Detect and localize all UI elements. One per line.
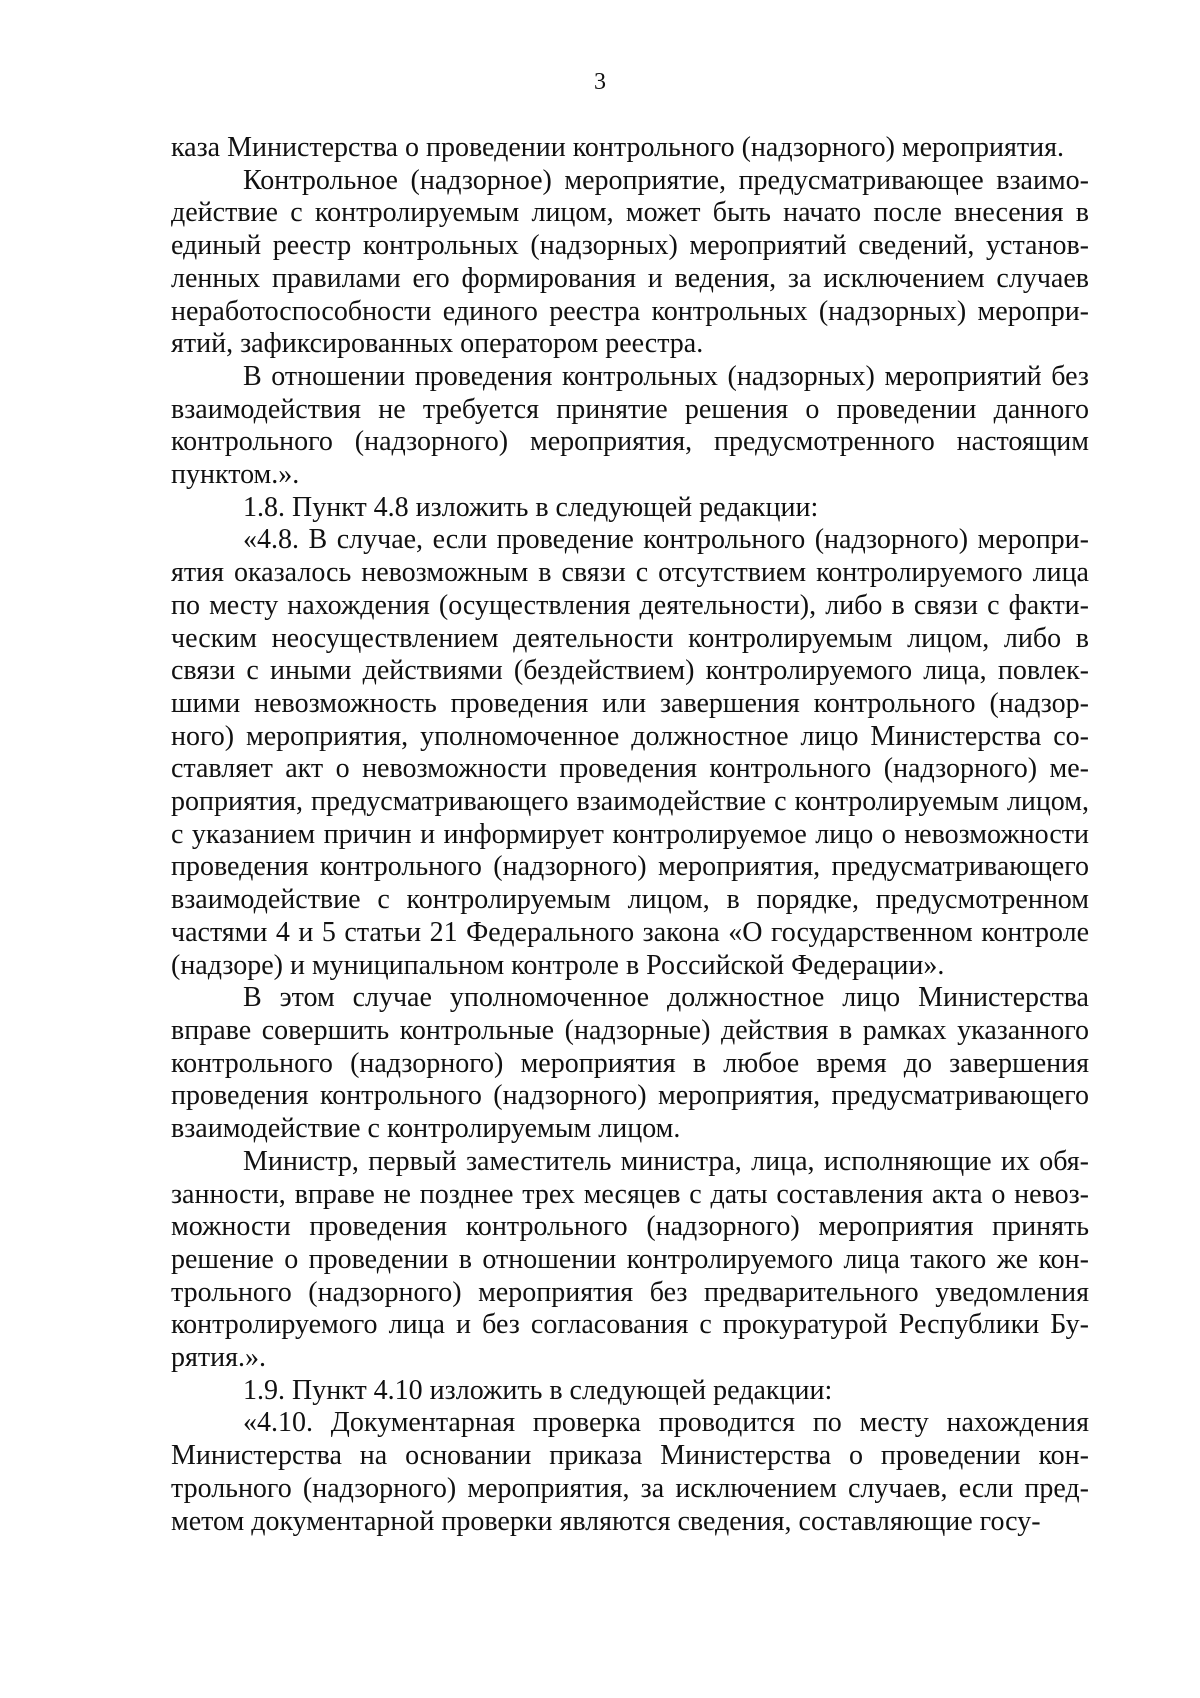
paragraph: В этом случае уполномоченное должностное лицо Министерства вправе совершить контрольные (надзорные) действия в рамках указанного контрольного (надзорного) мероприятия в любое время до завершения проведения контрольного (надзорного) мероприятия, предусматривающего взаимодействие с контролируемым лицом. xyxy=(171,982,1089,1145)
paragraph: «4.10. Документарная проверка проводится по месту нахождения Министерства на основании приказа Министерства о проведении контрольного (надзорного) мероприятия, за исключением случаев, если предметом документарной проверки являются сведения, составляющие госу- xyxy=(171,1407,1089,1537)
paragraph: Министр, первый заместитель министра, лица, исполняющие их обязанности, вправе не позднее трех месяцев с даты составления акта о невозможности проведения контрольного (надзорного) мероприятия принять решение о проведении в отношении контролируемого лица такого же контрольного (надзорного) мероприятия без предварительного уведомления контролируемого лица и без согласования с прокуратурой Республики Бурятия.». xyxy=(171,1145,1089,1374)
paragraph-continuation: каза Министерства о проведении контрольного (надзорного) мероприятия. xyxy=(171,132,1065,163)
paragraph: «4.8. В случае, если проведение контрольного (надзорного) мероприятия оказалось невозможным в связи с отсутствием контролируемого лица по месту нахождения (осуществления деятельности), либо в связи с фактическим неосуществлением деятельности контролируемым лицом, либо в связи с иными действиями (бездействием) контролируемого лица, повлекшими невозможность проведения или завершения контрольного (надзорного) мероприятия, уполномоченное должностное лицо Министерства составляет акт о невозможности проведения контрольного (надзорного) мероприятия, предусматривающего взаимодействие с контролируемым лицом, с указанием причин и информирует контролируемое лицо о невозможности проведения контрольного (надзорного) мероприятия, предусматривающего взаимодействие с контролируемым лицом, в порядке, предусмотренном частями 4 и 5 статьи 21 Федерального закона «О государственном контроле (надзоре) и муниципальном контроле в Российской Федерации». xyxy=(171,524,1089,981)
paragraph-item-heading: 1.8. Пункт 4.8 изложить в следующей редакции: xyxy=(243,491,819,523)
paragraph-item-heading: 1.9. Пункт 4.10 изложить в следующей редакции: xyxy=(243,1374,833,1406)
document-body xyxy=(171,132,1089,1538)
paragraph: В отношении проведения контрольных (надзорных) мероприятий без взаимодействия не требуется принятие решения о проведении данного контрольного (надзорного) мероприятия, предусмотренного настоящим пунктом.». xyxy=(171,360,1089,491)
paragraph: Контрольное (надзорное) мероприятие, предусматривающее взаимодействие с контролируемым лицом, может быть начато после внесения в единый реестр контрольных (надзорных) мероприятий сведений, установленных правилами его формирования и ведения, за исключением случаев неработоспособности единого реестра контрольных (надзорных) мероприятий, зафиксированных оператором реестра. xyxy=(171,164,1089,360)
page-number: 3 xyxy=(594,69,606,95)
